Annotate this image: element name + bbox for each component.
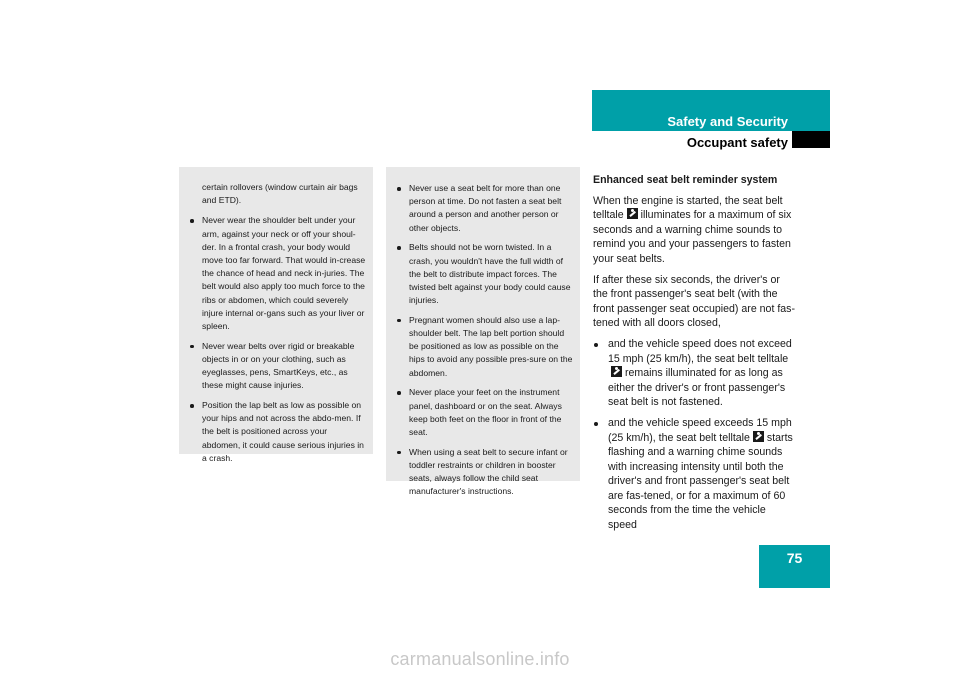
- text-fragment: and the vehicle speed exceeds 15 mph (25 km/h), the seat belt telltale: [608, 416, 792, 444]
- section-heading: Enhanced seat belt reminder system: [593, 174, 778, 186]
- warning-list-middle: [396, 182, 574, 498]
- page-number: 75: [786, 550, 803, 566]
- paragraph-condition: If after these six seconds, the driver's or the front passenger's seat belt (with the front passenger seat occupied) are not fas-tened with all doors closed,: [593, 273, 795, 330]
- text-fragment: When the engine is started, the seat belt telltale: [593, 194, 783, 222]
- main-text-column: [593, 173, 795, 539]
- section-title: Safety and Security: [667, 114, 788, 129]
- warning-list-left: [189, 214, 367, 465]
- list-item: [593, 337, 795, 410]
- warning-continuation: certain rollovers (window curtain air bags and ETD).: [202, 182, 358, 206]
- condition-list: [593, 337, 795, 533]
- warning-item: Never wear the shoulder belt under your arm, against your neck or off your shoul-der. In a frontal crash, your body would move too far forward. That would in-crease the chance of head and neck in-juries. The belt would also apply too much force to the ribs or abdomen, which could severely injure internal or-gans such as your liver or spleen.: [189, 214, 367, 333]
- page-number-box: [759, 545, 830, 588]
- warning-box-left: [179, 167, 373, 463]
- seat-belt-telltale-icon: [611, 366, 622, 377]
- header-band: [592, 90, 830, 131]
- paragraph-intro: [593, 194, 795, 267]
- warning-item: Belts should not be worn twisted. In a crash, you wouldn't have the full width of the belt to distribute impact forces. The twisted belt against your body could cause injuries.: [396, 241, 574, 307]
- text-fragment: and the vehicle speed does not exceed 15 mph (25 km/h), the seat belt telltale: [608, 337, 792, 365]
- text-fragment: illuminates for a maximum of six seconds and a warning chime sounds to remind you and your passengers to fasten your seat belts.: [593, 209, 792, 265]
- text-fragment: starts flashing and a warning chime sounds with increasing intensity until both the driver's and front passenger's seat belt are fas-tened, or for a maximum of 60 seconds from the time the vehicle speed: [608, 431, 793, 532]
- seat-belt-telltale-icon: [627, 208, 638, 219]
- warning-item: Never place your feet on the instrument panel, dashboard or on the seat. Always keep both feet on the floor in front of the seat.: [396, 386, 574, 439]
- warning-item: Pregnant women should also use a lap-shoulder belt. The lap belt portion should be positioned as low as possible on the hips to avoid any possible pres-sure on the abdomen.: [396, 314, 574, 380]
- warning-box-middle: [386, 167, 580, 497]
- text-fragment: remains illuminated for as long as either the driver's or front passenger's seat belt is not fastened.: [608, 367, 786, 409]
- warning-item: Never wear belts over rigid or breakable objects in or on your clothing, such as eyeglasses, pens, SmartKeys, etc., as these might cause injuries.: [189, 340, 367, 393]
- warning-item: Never use a seat belt for more than one person at time. Do not fasten a seat belt around a person and another person or other objects.: [396, 182, 574, 235]
- warning-item: Position the lap belt as low as possible on your hips and not across the abdo-men. If the belt is positioned across your abdomen, it could cause serious injuries in a crash.: [189, 399, 367, 465]
- warning-item: When using a seat belt to secure infant or toddler restraints or children in booster seats, always follow the child seat manufacturer's instructions.: [396, 446, 574, 499]
- subsection-header: [592, 131, 830, 148]
- watermark: carmanualsonline.info: [390, 649, 570, 669]
- seat-belt-telltale-icon: [753, 431, 764, 442]
- list-item: [593, 416, 795, 533]
- section-tab-marker: [792, 131, 830, 148]
- subsection-title: Occupant safety: [686, 135, 788, 150]
